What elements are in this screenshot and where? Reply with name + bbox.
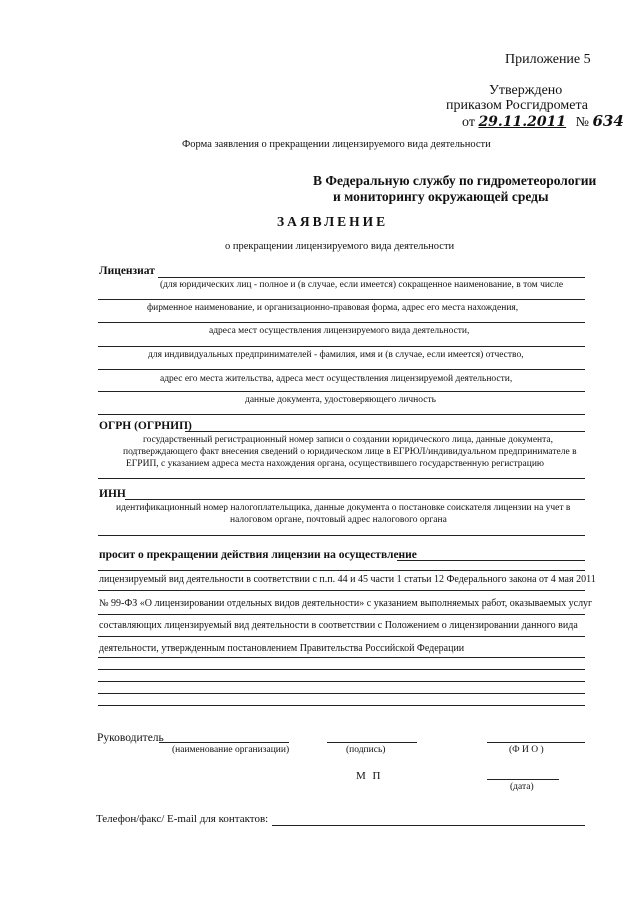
request-field-line[interactable] — [98, 636, 585, 637]
handwritten-number: 634 — [592, 112, 624, 130]
organization-field-line[interactable] — [159, 742, 289, 743]
number-prefix: № — [575, 115, 589, 130]
request-text-1: лицензируемый вид деятельности в соответствии с п.п. 44 и 45 части 1 статьи 12 Федерального закона от 4 мая 2011 — [99, 574, 596, 585]
inn-field-line[interactable] — [125, 499, 585, 500]
licensee-field-line[interactable] — [158, 277, 585, 278]
request-field-line[interactable] — [98, 570, 585, 571]
licensee-field-line[interactable] — [98, 299, 585, 300]
inn-field-line[interactable] — [98, 535, 585, 536]
request-field-line[interactable] — [98, 705, 585, 706]
licensee-field-line[interactable] — [98, 391, 585, 392]
inn-hint-2: налоговом органе, почтовый адрес налогового органа — [230, 515, 447, 525]
head-label: Руководитель — [97, 732, 164, 744]
ogrn-hint-1: государственный регистрационный номер записи о создании юридического лица, данные документа, — [143, 435, 553, 445]
licensee-hint-6: данные документа, удостоверяющего личность — [245, 395, 436, 405]
request-field-line[interactable] — [98, 693, 585, 694]
request-text-3: составляющих лицензируемый вид деятельности в соответствии с Положением о лицензировании данного вида — [99, 620, 578, 631]
contacts-label: Телефон/факс/ E-mail для контактов: — [96, 813, 269, 825]
handwritten-date: 29.11.2011 — [478, 114, 567, 130]
licensee-hint-3: адреса мест осуществления лицензируемого вида деятельности, — [209, 326, 470, 336]
from-prefix: от — [462, 115, 475, 130]
date-field-line[interactable] — [487, 779, 559, 780]
request-field-line[interactable] — [98, 614, 585, 615]
order-date-line — [462, 112, 624, 131]
inn-hint-1: идентификационный номер налогоплательщика, данные документа о постановке соискателя лицензии на учет в — [116, 503, 571, 513]
request-field-line[interactable] — [98, 590, 585, 591]
approved-label: Утверждено — [489, 83, 563, 98]
stamp-label: М П — [356, 770, 383, 782]
signature-field-line[interactable] — [327, 742, 417, 743]
request-text-2: № 99-ФЗ «О лицензировании отдельных видов деятельности» с указанием выполняемых работ, оказываемых услуг — [99, 598, 593, 609]
licensee-hint-5: адрес его места жительства, адреса мест осуществления лицензируемой деятельности, — [160, 374, 513, 384]
licensee-field-line[interactable] — [98, 346, 585, 347]
request-field-line[interactable] — [98, 669, 585, 670]
recipient-line2: и мониторингу окружающей среды — [333, 189, 549, 204]
licensee-field-line[interactable] — [98, 414, 585, 415]
org-hint: (наименование организации) — [172, 745, 290, 755]
licensee-field-line[interactable] — [98, 369, 585, 370]
statement-title: ЗАЯВЛЕНИЕ — [277, 214, 389, 229]
date-hint: (дата) — [510, 782, 534, 792]
contacts-field-line[interactable] — [272, 825, 585, 826]
licensee-label: Лицензиат — [99, 265, 155, 277]
licensee-hint-1: (для юридических лиц - полное и (в случае, если имеется) сокращенное наименование, в том числе — [160, 280, 564, 290]
appendix-label: Приложение 5 — [505, 52, 591, 67]
ogrn-hint-3: ЕГРИП, с указанием адреса места нахождения органа, осуществившего государственную регистрацию — [126, 459, 545, 469]
statement-subtitle: о прекращении лицензируемого вида деятельности — [225, 241, 455, 252]
ogrn-hint-2: подтверждающего факт внесения сведений о юридическом лице в ЕГРЮЛ/индивидуальном предпринимателе в — [123, 447, 577, 457]
ogrn-label: ОГРН (ОГРНИП) — [99, 420, 192, 432]
licensee-hint-4: для индивидуальных предпринимателей - фамилия, имя и (в случае, если имеется) отчество, — [148, 350, 524, 360]
request-text-4: деятельности, утвержденным постановлением Правительства Российской Федерации — [99, 643, 465, 654]
form-title: Форма заявления о прекращении лицензируемого вида деятельности — [182, 139, 491, 150]
request-label: просит о прекращении действия лицензии на осуществление — [99, 549, 417, 561]
request-field-line[interactable] — [98, 681, 585, 682]
ogrn-field-line[interactable] — [185, 431, 585, 432]
fio-field-line[interactable] — [487, 742, 585, 743]
recipient-line1: В Федеральную службу по гидрометеорологии — [313, 173, 597, 188]
licensee-field-line[interactable] — [98, 322, 585, 323]
inn-label: ИНН — [99, 488, 126, 500]
fio-hint: (Ф И О ) — [509, 745, 544, 755]
request-field-line[interactable] — [98, 657, 585, 658]
order-label: приказом Росгидромета — [446, 98, 588, 113]
ogrn-field-line[interactable] — [98, 478, 585, 479]
request-field-line[interactable] — [397, 560, 585, 561]
signature-hint: (подпись) — [346, 745, 386, 755]
licensee-hint-2: фирменное наименование, и организационно-правовая форма, адрес его места нахождения, — [147, 303, 519, 313]
